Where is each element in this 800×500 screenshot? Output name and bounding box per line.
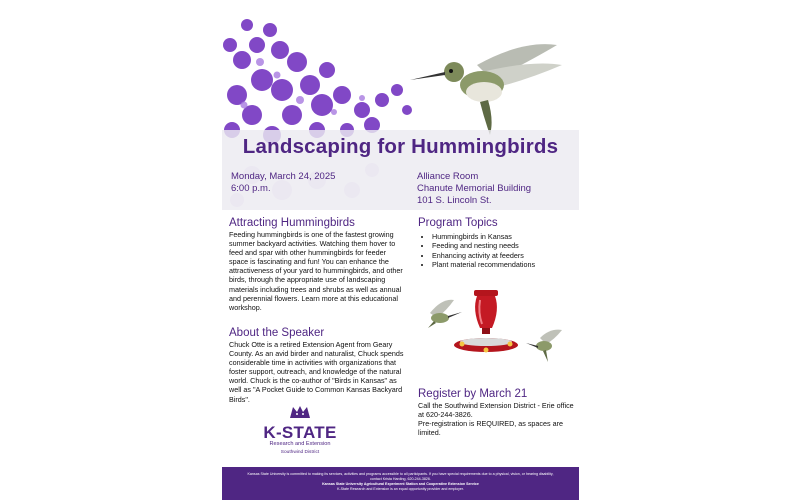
logo-subtitle: Research and Extension [269, 441, 331, 447]
speaker-section [229, 326, 404, 404]
event-time: 6:00 p.m. [231, 183, 271, 194]
logo-name: K-STATE [263, 423, 337, 442]
topic-item: • Hummingbirds in Kansas [432, 232, 576, 241]
topics-list [418, 232, 576, 270]
event-date: Monday, March 24, 2025 [231, 171, 336, 182]
footer-line-4: K-State Research and Extension is an equal opportunity provider and employer. [337, 487, 464, 491]
topics-section [418, 216, 576, 270]
feeder-image [422, 288, 572, 368]
hummingbird-left-image [428, 300, 462, 328]
register-body: Call the Southwind Extension District - Erie office at 620-244-3826. [418, 401, 574, 420]
logo-district: Southwind District [280, 450, 320, 455]
footer [222, 467, 579, 500]
event-location [417, 171, 531, 207]
speaker-body: Chuck Otte is a retired Extension Agent from Geary County. As an avid birder and naturalist, Chuck spends considerable time in activities with organizations that foster support, outreach, and knowledge of the natural world. Chuck is the co-author of "Birds in Kansas" as well as "A Pocket Guide to Common Kansas Backyard Birds". [229, 340, 404, 404]
hummingbird-image [410, 44, 562, 135]
register-heading: Register by March 21 [418, 388, 528, 400]
event-room: Alliance Room [417, 171, 479, 182]
hummingbird-right-image [526, 330, 562, 362]
footer-line-2: contact Krista Harding, 620-244-3826. [370, 477, 431, 481]
attracting-section [229, 216, 404, 312]
speaker-heading: About the Speaker [229, 327, 325, 339]
topics-heading: Program Topics [418, 217, 498, 229]
event-datetime [231, 171, 335, 195]
event-address: 101 S. Lincoln St. [417, 195, 492, 206]
k-state-logo [260, 405, 340, 456]
footer-line-1: Kansas State University is committed to making its services, activities and programs accessible to all participants. If you have special requirements due to a physical, vision, or hearing disability, [247, 472, 554, 476]
flyer-page [222, 0, 579, 500]
register-note: Pre-registration is REQUIRED, as spaces are limited. [418, 419, 563, 438]
wildcat-icon [289, 405, 311, 419]
topic-item: • Plant material recommendations [432, 260, 576, 269]
page-title: Landscaping for Hummingbirds [242, 135, 559, 158]
attracting-body: Feeding hummingbirds is one of the fastest growing summer backyard activities. Watching them hover to feed and spar with other hummingbirds for feeder space is fascinating and fun! You can enhance the attractiveness of your yard to hummingbirds, and other birds, through the appropriate use of landscaping materials including trees and shrubs as well as annual and perennial flowers. Learn more at this educational workshop. [229, 230, 403, 312]
topic-item: • Feeding and nesting needs [432, 241, 576, 250]
register-section [418, 387, 576, 437]
attracting-heading: Attracting Hummingbirds [229, 217, 355, 229]
footer-line-3: Kansas State University Agricultural Experiment Station and Cooperative Extension Service [322, 482, 479, 486]
topic-item: • Enhancing activity at feeders [432, 251, 576, 260]
event-building: Chanute Memorial Building [417, 183, 532, 194]
